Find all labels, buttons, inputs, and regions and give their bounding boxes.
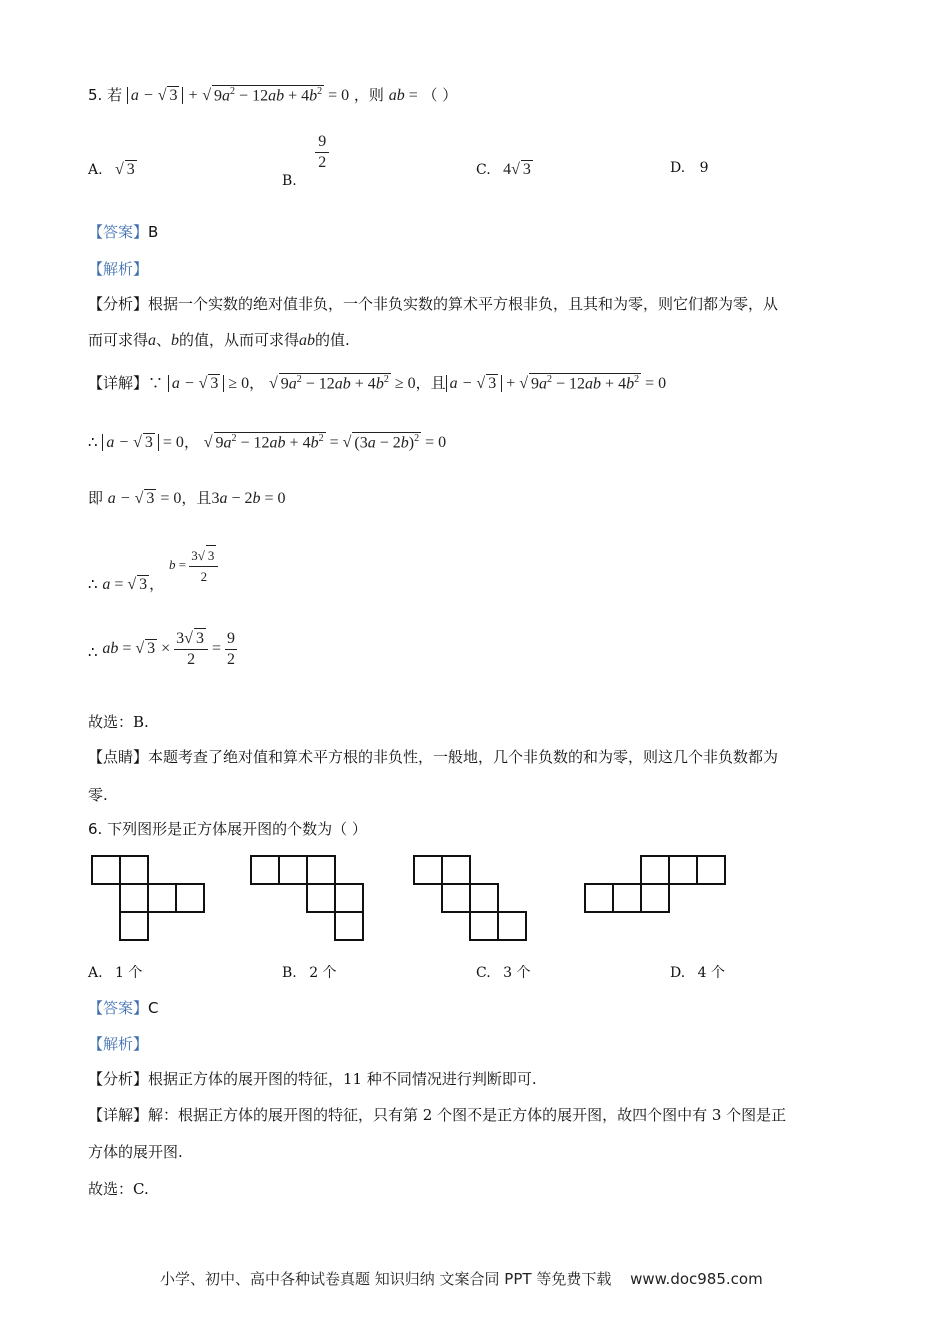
- option-value: 1 个: [115, 965, 143, 981]
- comma: ，: [415, 374, 431, 392]
- q6-xiangjie-line1: [88, 1104, 786, 1125]
- q5-suffix: ，则: [353, 86, 384, 104]
- q5-xiangjie-line2: [88, 431, 446, 452]
- q5-option-d: [670, 160, 709, 176]
- option-letter: A.: [88, 162, 103, 178]
- option-letter: D.: [670, 160, 686, 176]
- q6-option-b: [282, 962, 337, 982]
- step-3: a − √ 3 + √ $9a^2 - 12ab + 4b^2 = 0$: [446, 375, 666, 392]
- step-4: a − √ 3 = 0: [102, 434, 184, 451]
- option-letter: C.: [476, 965, 491, 981]
- step-5: √ $9a^2 - 12ab + 4b^2$ = √ $(3a - 2b)^2 = 0$: [203, 432, 447, 451]
- var-ab: ab: [299, 332, 316, 349]
- answer-tag: 【答案】: [88, 999, 149, 1017]
- fenxi-text: 根据一个实数的绝对值非负，一个非负实数的算术平方根非负，且其和为零，则它们都为零，从: [148, 295, 779, 313]
- q5-analysis-tag: 【解析】: [88, 260, 149, 278]
- q5-option-b: [282, 132, 329, 189]
- q5-tail: （ ）: [422, 86, 458, 104]
- q6-analysis-tag: 【解析】: [88, 1035, 149, 1053]
- option-value: 9: [699, 160, 709, 176]
- step-9: b = $\frac{3√ 3}{2}$: [169, 557, 218, 572]
- option-value: √ 3: [107, 161, 135, 178]
- step-8: a = √ 3: [102, 575, 148, 593]
- answer-value: B: [148, 223, 159, 241]
- comma: ，: [181, 489, 197, 507]
- comma: ，: [149, 574, 165, 593]
- cube-net-figure-3: [414, 856, 526, 940]
- option-letter: C.: [476, 162, 491, 178]
- and: 且: [430, 374, 446, 392]
- answer-value: C: [148, 999, 159, 1017]
- q5-xiangjie-line1: [88, 372, 666, 393]
- q5-xiangjie-line4: [88, 545, 218, 593]
- fenxi-tag: 【分析】: [88, 1070, 149, 1088]
- therefore-symbol: ∴: [88, 574, 98, 593]
- question-number: 5.: [88, 86, 103, 104]
- and: 且: [196, 489, 212, 507]
- q6-option-a: [88, 962, 142, 982]
- therefore-symbol: ∴: [88, 433, 98, 451]
- q6-figures: [0, 850, 950, 950]
- var-a: a: [148, 332, 157, 349]
- footer-site-link[interactable]: www.doc985.com: [630, 1270, 763, 1288]
- option-value: 2 个: [309, 965, 337, 981]
- option-letter: A.: [88, 965, 103, 981]
- footer-text: 小学、初中、高中各种试卷真题 知识归纳 文案合同 PPT 等免费下载: [160, 1270, 612, 1288]
- option-letter: B.: [282, 172, 297, 189]
- cube-net-figure-1: [92, 856, 204, 940]
- page-footer: [160, 1268, 763, 1289]
- fenxi-text: 、: [156, 331, 172, 349]
- q5-xiangjie-line3: [88, 487, 286, 508]
- fenxi-text: 根据正方体的展开图的特征，11 种不同情况进行判断即可.: [148, 1070, 537, 1088]
- q5-xiangjie-line5: [88, 628, 237, 670]
- step-7: 3a − 2b = 0: [211, 490, 286, 507]
- xiangjie-tag: 【详解】: [88, 1106, 149, 1124]
- option-value: $\frac{9}{2}$: [315, 132, 329, 173]
- q5-answer: [88, 221, 158, 242]
- step-10: ab = √ 3 × $\frac{3√ 3}{2}$ = $\frac{9}{2}$: [102, 629, 235, 668]
- q5-fenxi-line1: [88, 293, 778, 314]
- cube-net-figure-4: [585, 856, 725, 912]
- step-6: a − √ 3 = 0: [107, 490, 182, 507]
- q5-dianjing-line2: 零.: [88, 786, 108, 804]
- q6-question: 下列图形是正方体展开图的个数为（ ）: [107, 820, 367, 838]
- ji: 即: [88, 489, 104, 507]
- var-b: b: [171, 332, 180, 349]
- q5-option-a: [88, 160, 137, 179]
- q6-guxuan: 故选：C.: [88, 1180, 149, 1198]
- option-letter: B.: [282, 965, 297, 981]
- step-2: √ $9a^2 - 12ab + 4b^2 \ge 0$: [268, 373, 416, 392]
- q6-xiangjie-line2: 方体的展开图.: [88, 1143, 183, 1161]
- q5-ab: ab =: [388, 87, 418, 104]
- comma: ，: [249, 374, 265, 392]
- fenxi-text: 而可求得: [88, 331, 149, 349]
- q6-option-c: [476, 962, 530, 982]
- fenxi-text: 的值，从而可求得: [179, 331, 300, 349]
- q5-equation: a − √ 3 + √ $9a^2 - 12ab + 4b^2 = 0$: [127, 87, 349, 104]
- q6-answer: [88, 997, 159, 1018]
- q6-option-d: [670, 962, 725, 982]
- q5-stem: [88, 84, 457, 105]
- comma: ，: [183, 433, 199, 451]
- option-value: 3 个: [503, 965, 531, 981]
- cube-net-figure-2: [251, 856, 363, 940]
- q5-prefix: 若: [107, 86, 123, 104]
- q5-dianjing-line1: [88, 746, 778, 767]
- fenxi-text: 的值.: [315, 331, 350, 349]
- xiangjie-tag: 【详解】: [88, 374, 149, 392]
- q5-option-c: [476, 160, 533, 179]
- q6-stem: [88, 818, 367, 839]
- fenxi-tag: 【分析】: [88, 295, 149, 313]
- option-value: 4 个: [697, 965, 725, 981]
- dianjing-tag: 【点睛】: [88, 748, 149, 766]
- because-symbol: ∵: [148, 374, 164, 392]
- q6-fenxi: [88, 1068, 537, 1089]
- therefore-symbol: ∴: [88, 642, 98, 661]
- answer-tag: 【答案】: [88, 223, 149, 241]
- question-number: 6.: [88, 820, 103, 838]
- option-value: 4√ 3: [495, 161, 531, 178]
- q5-fenxi-line2: [88, 329, 350, 350]
- dianjing-text: 本题考查了绝对值和算术平方根的非负性，一般地，几个非负数的和为零，则这几个非负数都为: [148, 748, 779, 766]
- q5-guxuan: 故选：B.: [88, 713, 149, 731]
- option-letter: D.: [670, 965, 686, 981]
- step-1: a − √ 3 ≥ 0: [168, 375, 249, 392]
- xiangjie-text: 解：根据正方体的展开图的特征，只有第 2 个图不是正方体的展开图，故四个图中有 3 个图是正: [148, 1106, 787, 1124]
